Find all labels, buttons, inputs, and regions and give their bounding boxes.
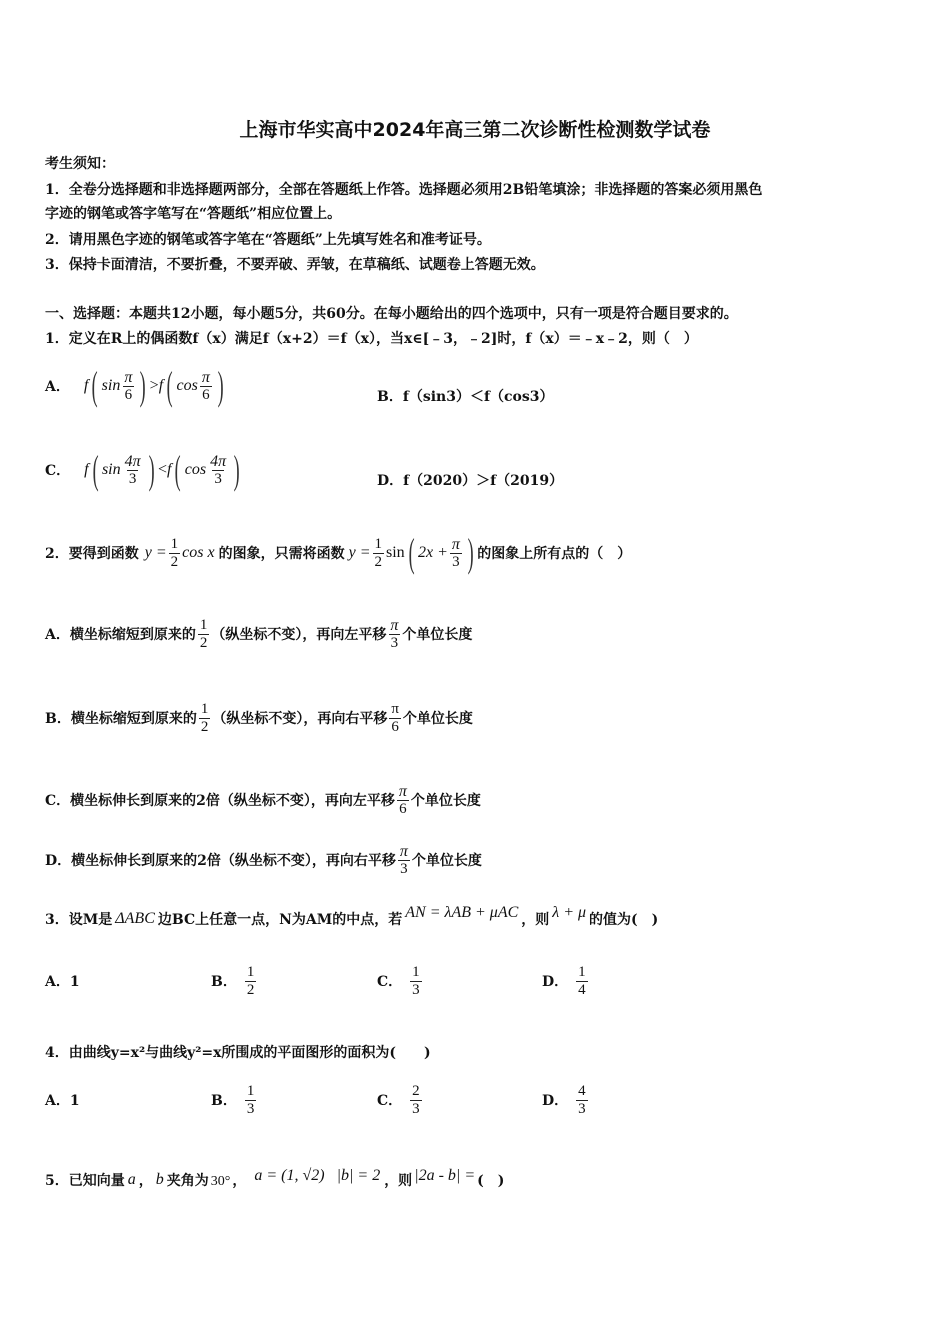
- q3-a: A．1: [45, 974, 80, 990]
- right-paren-icon: ): [140, 363, 147, 408]
- q1-a-num2: π: [201, 368, 210, 386]
- q2-f2-num: 1: [374, 535, 382, 552]
- q4-c-num: 2: [412, 1082, 420, 1099]
- q1-c-num: 4π: [124, 452, 141, 470]
- q1-c-frac: [123, 453, 143, 488]
- page-title: 上海市华实高中2024年高三第二次诊断性检测数学试卷: [239, 119, 711, 141]
- q2-b-mid: （纵坐标不变），再向右平移: [212, 711, 388, 727]
- right-paren-icon: ): [217, 363, 224, 408]
- left-paren-icon: (: [91, 363, 98, 408]
- q2-f2-pden: 3: [452, 553, 460, 570]
- q2-a-num: 1: [199, 616, 208, 633]
- q3-sum: λ + μ: [552, 904, 587, 921]
- q4-option-d[interactable]: [542, 1077, 590, 1123]
- q5-vb: b: [155, 1171, 164, 1188]
- q4-b-frac: [245, 1083, 257, 1118]
- notice-item-1-cont: 字迹的钢笔或答字笔写在“答题纸”相应位置上。: [45, 206, 342, 222]
- q2-pre: 2．要得到函数: [45, 546, 139, 562]
- q2-c-pfrac: [397, 783, 409, 818]
- q1-a-f2: f: [158, 377, 164, 394]
- q3-d-den: 4: [578, 981, 586, 998]
- q4-d-den: 3: [578, 1100, 586, 1117]
- q2-f2-frac: [373, 536, 385, 571]
- notice-item-2: 2．请用黑色字迹的钢笔或答字笔在“答题纸”上先填写姓名和准考证号。: [45, 232, 491, 248]
- q1-c-den: 3: [128, 470, 137, 487]
- q4-a: A．1: [45, 1093, 80, 1109]
- q1-option-a[interactable]: [45, 364, 227, 408]
- q3-stem: [45, 904, 658, 934]
- q2-f1-num: 1: [170, 535, 179, 552]
- q5-stem: [45, 1160, 504, 1200]
- q3-option-d[interactable]: [542, 958, 590, 1004]
- q1-a-num: π: [124, 368, 133, 386]
- q2-a-frac: [198, 617, 210, 652]
- q2-b-pre: B．横坐标缩短到原来的: [45, 711, 197, 727]
- q2-post: 的图象上所有点的（ ）: [477, 546, 632, 562]
- notice-heading: 考生须知：: [45, 156, 115, 172]
- q2-b-pden: 6: [391, 718, 399, 735]
- q5-expr: |2a - b| =: [414, 1167, 476, 1184]
- q1-c-num2: 4π: [210, 452, 227, 470]
- q3-b-label: B．: [211, 974, 237, 990]
- q2-option-d[interactable]: [45, 840, 482, 880]
- q4-d-frac: [576, 1083, 588, 1118]
- q2-d-pnum: π: [399, 842, 408, 860]
- q5-comma: ，: [232, 1173, 247, 1189]
- q4-d-label: D．: [542, 1093, 569, 1109]
- left-paren-icon: (: [408, 530, 415, 575]
- q2-c-post: 个单位长度: [410, 793, 481, 809]
- left-paren-icon: (: [175, 447, 182, 492]
- right-paren-icon: ): [148, 447, 155, 492]
- q2-mid: 的图象，只需将函数: [218, 546, 345, 562]
- q1-c-frac2: [208, 453, 228, 488]
- q1-c-label: C．: [45, 463, 71, 479]
- q2-f2-pnum: π: [451, 535, 460, 553]
- q4-b-num: 1: [246, 1082, 255, 1099]
- q1-option-c[interactable]: [45, 448, 243, 492]
- q1-a-frac2: [200, 369, 212, 404]
- q3-mid2: ，则: [521, 912, 550, 928]
- q1-option-b[interactable]: B．f（sin3）＜f（cos3）: [377, 389, 554, 405]
- q2-f2-den: 2: [374, 553, 382, 570]
- q3-option-c[interactable]: [377, 958, 424, 1004]
- q2-a-pden: 3: [390, 634, 399, 651]
- q1-a-den: 6: [124, 386, 133, 403]
- q2-b-num: 1: [200, 700, 209, 717]
- q3-mid: 边BC上任意一点，N为AM的中点，若: [157, 912, 403, 928]
- q2-c-pnum: π: [398, 782, 407, 800]
- q4-b-den: 3: [246, 1100, 255, 1117]
- q5-pre: 5．已知向量: [45, 1173, 125, 1189]
- left-paren-icon: (: [92, 447, 99, 492]
- q1-a-frac: [122, 369, 134, 404]
- q3-c-den: 3: [412, 981, 420, 998]
- q1-a-trig: sin: [101, 377, 121, 394]
- q3-option-b[interactable]: [211, 958, 258, 1004]
- q3-d-frac: [576, 964, 588, 999]
- q2-a-mid: （纵坐标不变），再向左平移: [211, 627, 387, 643]
- q3-c-label: C．: [377, 974, 403, 990]
- right-paren-icon: ): [467, 530, 474, 575]
- q2-a-pfrac: [388, 617, 400, 652]
- section-heading: 一、选择题：本题共12小题，每小题5分，共60分。在每小题给出的四个选项中，只有一项是符合题目要求的。: [45, 306, 738, 322]
- q2-d-pden: 3: [400, 860, 408, 877]
- q3-tri: ΔABC: [115, 910, 155, 927]
- q2-b-frac: [199, 701, 211, 736]
- q4-c-frac: [410, 1083, 422, 1118]
- q1-a-den2: 6: [202, 386, 210, 403]
- q2-f1-rest: cos x: [182, 544, 215, 561]
- q2-f1-frac: [169, 536, 181, 571]
- right-paren-icon: ): [233, 447, 240, 492]
- q3-option-a[interactable]: [45, 958, 80, 1004]
- q4-c-den: 3: [412, 1100, 420, 1117]
- q2-f1-y: y =: [144, 544, 167, 561]
- q5-sep: ，: [138, 1173, 153, 1189]
- q4-d-num: 4: [578, 1082, 586, 1099]
- q1-a-op: >: [149, 377, 159, 394]
- q2-a-pnum: π: [390, 616, 399, 634]
- q4-option-a[interactable]: [45, 1077, 80, 1123]
- q1-a-trig2: cos: [176, 377, 198, 394]
- q2-f1-den: 2: [170, 553, 179, 570]
- q2-f2-inner: 2x +: [418, 544, 448, 561]
- q5-veca: a = (1, √2): [254, 1167, 325, 1184]
- left-paren-icon: (: [166, 363, 173, 408]
- q1-a-f: f: [83, 377, 89, 394]
- q1-c-op: <: [157, 461, 167, 478]
- q1-c-trig: sin: [101, 461, 121, 478]
- q3-pre: 3．设M是: [45, 912, 113, 928]
- q4-option-c[interactable]: [377, 1077, 424, 1123]
- q2-f2-y: y =: [348, 544, 371, 561]
- q2-a-post: 个单位长度: [402, 627, 473, 643]
- q2-option-a[interactable]: [45, 612, 472, 656]
- q2-option-b[interactable]: [45, 696, 473, 740]
- q5-angle: 30°: [210, 1174, 231, 1189]
- notice-item-1: 1．全卷分选择题和非选择题两部分，全部在答题纸上作答。选择题必须用2B铅笔填涂；非选择题的答案必须用黑色: [45, 182, 763, 198]
- q2-f2-sin: sin: [386, 544, 405, 561]
- q3-b-den: 2: [246, 981, 255, 998]
- q1-c-den2: 3: [214, 470, 222, 487]
- q3-d-num: 1: [578, 963, 586, 980]
- q2-a-pre: A．横坐标缩短到原来的: [45, 627, 196, 643]
- q5-post: ( ): [477, 1173, 505, 1189]
- notice-item-3: 3．保持卡面清洁，不要折叠，不要弄破、弄皱，在草稿纸、试题卷上答题无效。: [45, 257, 545, 273]
- q2-stem: [45, 530, 631, 576]
- q2-c-pre: C．横坐标伸长到原来的2倍（纵坐标不变），再向左平移: [45, 793, 395, 809]
- q1-stem: 1．定义在R上的偶函数f（x）满足f（x+2）＝f（x），当x∈[﹣3，﹣2]时，f（x）＝﹣x﹣2，则（ ）: [45, 331, 698, 347]
- q4-c-label: C．: [377, 1093, 403, 1109]
- q4-option-b[interactable]: [211, 1077, 258, 1123]
- q5-then: ，则: [384, 1173, 413, 1189]
- q2-d-post: 个单位长度: [411, 853, 482, 869]
- q2-d-pre: D．横坐标伸长到原来的2倍（纵坐标不变），再向右平移: [45, 853, 396, 869]
- q1-c-f2: f: [166, 461, 172, 478]
- q3-c-frac: [410, 964, 422, 999]
- q3-d-label: D．: [542, 974, 569, 990]
- q1-c-f: f: [84, 461, 89, 478]
- q3-b-num: 1: [246, 963, 255, 980]
- q2-b-pfrac: [389, 701, 401, 736]
- q5-mid: 夹角为: [166, 1173, 209, 1189]
- q2-d-pfrac: [398, 843, 410, 878]
- q3-c-num: 1: [412, 963, 420, 980]
- q2-option-c[interactable]: [45, 780, 481, 820]
- q1-a-label: A．: [45, 379, 70, 395]
- q3-b-frac: [245, 964, 257, 999]
- q2-c-pden: 6: [399, 800, 407, 817]
- q2-f2-pfrac: [450, 536, 462, 571]
- q3-eq: AN = λAB + μAC: [405, 904, 519, 921]
- q2-b-post: 个单位长度: [402, 711, 473, 727]
- q3-post: 的值为( ): [589, 912, 659, 928]
- q5-normb: |b| = 2: [336, 1167, 381, 1184]
- q4-b-label: B．: [211, 1093, 237, 1109]
- q2-b-den: 2: [200, 718, 209, 735]
- q4-stem: 4．由曲线y=x²与曲线y²=x所围成的平面图形的面积为( ): [45, 1045, 431, 1061]
- q2-b-pnum: π: [391, 700, 399, 717]
- q1-c-trig2: cos: [184, 461, 207, 478]
- q2-a-den: 2: [199, 634, 208, 651]
- q5-va: a: [127, 1171, 136, 1188]
- q1-option-d[interactable]: D．f（2020）＞f（2019）: [377, 473, 564, 489]
